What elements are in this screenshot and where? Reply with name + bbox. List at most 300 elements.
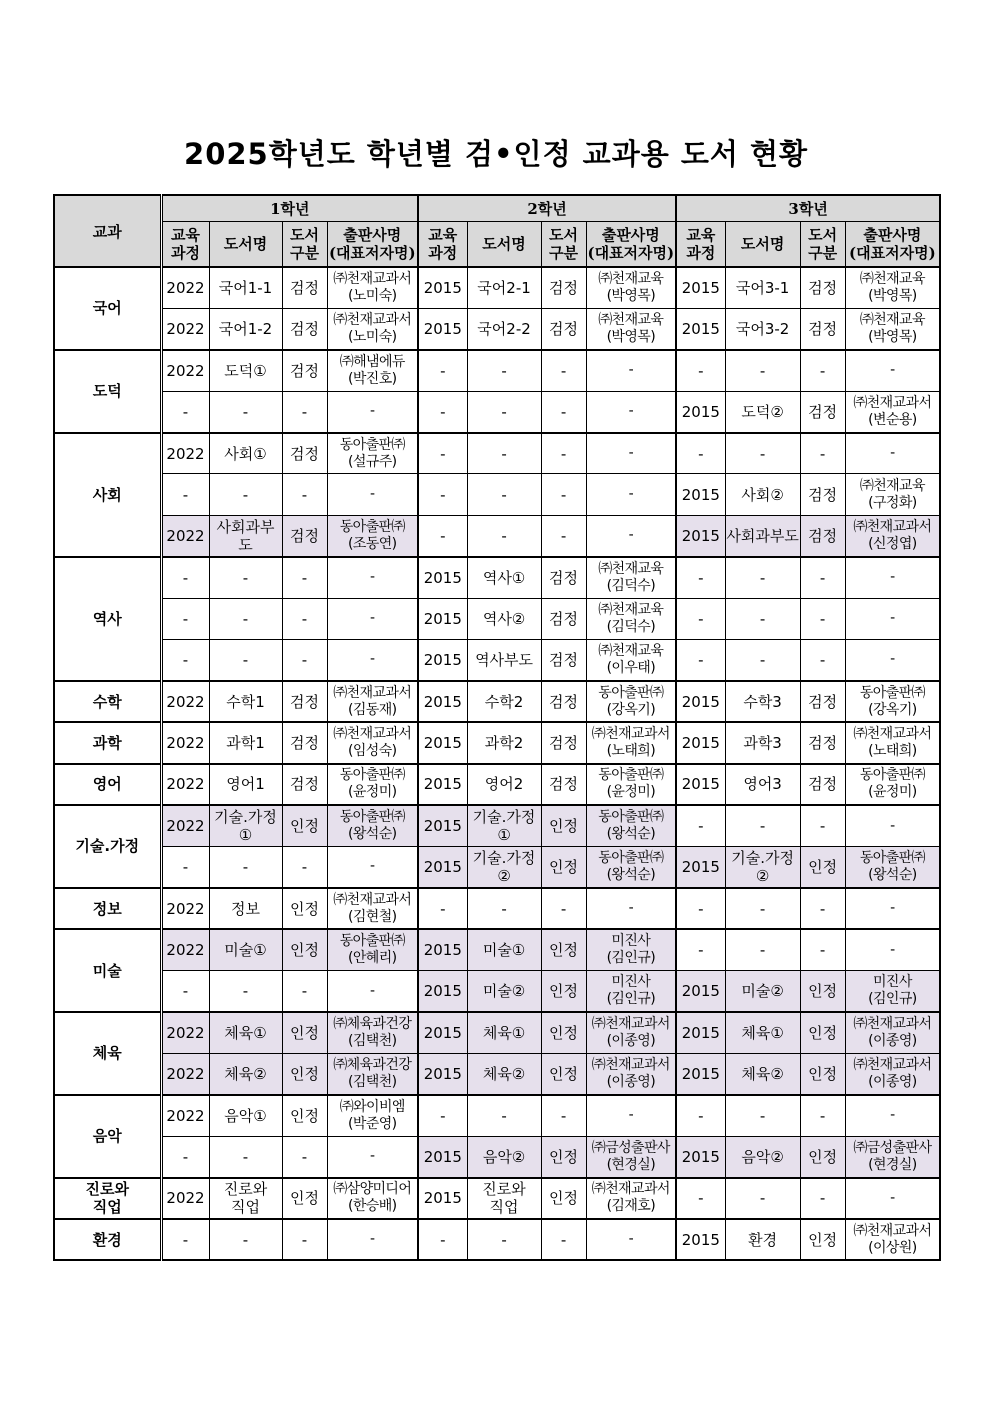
grade-2-book-title-cell: 역사② [467, 598, 541, 639]
grade-2-book-title-cell: - [467, 391, 541, 432]
grade-1-book-type-cell: - [282, 971, 327, 1012]
grade-1-book-type-cell: 검정 [282, 267, 327, 308]
grade-3-book-title-cell: - [725, 1095, 800, 1136]
grade-3-publisher-cell: - [845, 929, 940, 970]
grade-3-publisher-cell: 동아출판㈜ (왕석순) [845, 846, 940, 887]
grade-3-book-type-cell: 검정 [800, 474, 845, 515]
grade-1-curriculum-cell: 2022 [161, 1095, 209, 1136]
grade-1-curriculum-cell: - [161, 1136, 209, 1177]
grade-1-publisher-cell: ㈜천재교과서 (노미숙) [327, 267, 418, 308]
grade-3-book-title-cell: 국어3-2 [725, 308, 800, 349]
grade-2-book-type-cell: 검정 [541, 764, 586, 805]
grade-3-curriculum-cell: 2015 [676, 764, 725, 805]
grade-3-curriculum-cell: - [676, 640, 725, 681]
grade-2-publisher-cell: 미진사 (김인규) [586, 929, 676, 970]
grade-3-curriculum-cell: 2015 [676, 1053, 725, 1094]
grade-2-book-title-cell: - [467, 1219, 541, 1260]
grade-2-publisher-cell: - [586, 474, 676, 515]
subject-cell: 기술.가정 [54, 805, 161, 888]
grade-2-book-type-cell: 검정 [541, 722, 586, 763]
grade-1-publisher-cell: - [327, 598, 418, 639]
table-row [54, 557, 940, 598]
grade-3-curriculum-cell: 2015 [676, 722, 725, 763]
grade-1-book-title-cell: 수학1 [209, 681, 282, 722]
grade-2-curriculum-cell: 2015 [418, 971, 467, 1012]
grade-1-publisher-cell: - [327, 391, 418, 432]
grade-2-curriculum-cell: - [418, 515, 467, 556]
table-row [54, 1012, 940, 1053]
grade-1-book-title-cell: - [209, 391, 282, 432]
grade-2-book-type-cell: - [541, 474, 586, 515]
grade-3-book-type-cell: 인정 [800, 1053, 845, 1094]
subject-cell: 영어 [54, 764, 161, 805]
grade-2-publisher-cell: - [586, 391, 676, 432]
grade-3-book-title-cell: - [725, 1178, 800, 1219]
grade-2-book-title-cell: - [467, 515, 541, 556]
grade-3-publisher-cell: ㈜천재교육 (박영목) [845, 267, 940, 308]
grade-2-book-type-cell: - [541, 515, 586, 556]
grade-3-publisher-cell: - [845, 557, 940, 598]
grade-3-book-type-cell: 검정 [800, 681, 845, 722]
grade-2-title-header: 도서명 [467, 221, 541, 267]
grade-3-book-type-cell: 인정 [800, 1012, 845, 1053]
grade-1-curriculum-cell: - [161, 598, 209, 639]
grade-2-publisher-cell: - [586, 350, 676, 391]
grade-3-book-type-cell: 인정 [800, 846, 845, 887]
grade-1-curriculum-cell: 2022 [161, 805, 209, 846]
grade-3-publisher-cell: 동아출판㈜ (윤정미) [845, 764, 940, 805]
grade-1-publisher-cell: 동아출판㈜ (왕석순) [327, 805, 418, 846]
grade-2-publisher-cell: ㈜천재교과서 (김재호) [586, 1178, 676, 1219]
grade-1-curriculum-cell: 2022 [161, 515, 209, 556]
grade-2-book-type-cell: 인정 [541, 1012, 586, 1053]
grade-1-curriculum-cell: 2022 [161, 764, 209, 805]
grade-1-curriculum-cell: - [161, 1219, 209, 1260]
page-title: 2025학년도 학년별 검•인정 교과용 도서 현황 [184, 137, 808, 171]
grade-1-publisher-cell: ㈜천재교과서 (노미숙) [327, 308, 418, 349]
grade-2-book-title-cell: 음악② [467, 1136, 541, 1177]
grade-2-header: 2학년 [418, 195, 676, 221]
grade-3-book-type-cell: - [800, 888, 845, 929]
grade-3-publisher-cell: - [845, 598, 940, 639]
grade-3-book-type-cell: 검정 [800, 267, 845, 308]
table-row [54, 1095, 940, 1136]
grade-3-book-title-cell: 기술.가정 ② [725, 846, 800, 887]
grade-1-publisher-cell: ㈜천재교과서 (김동재) [327, 681, 418, 722]
grade-3-book-type-cell: - [800, 598, 845, 639]
grade-3-book-type-cell: - [800, 350, 845, 391]
grade-1-book-type-cell: 인정 [282, 1178, 327, 1219]
grade-2-publisher-cell: - [586, 1219, 676, 1260]
grade-3-curriculum-cell: 2015 [676, 391, 725, 432]
grade-2-publisher-cell: ㈜천재교육 (김덕수) [586, 557, 676, 598]
grade-1-curriculum-cell: 2022 [161, 308, 209, 349]
grade-3-book-title-cell: 사회② [725, 474, 800, 515]
grade-3-curriculum-cell: 2015 [676, 846, 725, 887]
grade-3-book-title-cell: 환경 [725, 1219, 800, 1260]
grade-2-book-type-cell: 인정 [541, 846, 586, 887]
grade-2-publisher-cell: 동아출판㈜ (강옥기) [586, 681, 676, 722]
grade-3-publisher-cell: ㈜천재교과서 (이종영) [845, 1053, 940, 1094]
grade-1-book-title-cell: 영어1 [209, 764, 282, 805]
grade-2-book-type-cell: 인정 [541, 1178, 586, 1219]
grade-2-publisher-cell: 동아출판㈜ (왕석순) [586, 846, 676, 887]
grade-2-publisher-cell: 동아출판㈜ (왕석순) [586, 805, 676, 846]
grade-1-book-title-cell: - [209, 640, 282, 681]
grade-3-curriculum-cell: - [676, 888, 725, 929]
grade-1-book-title-cell: 사회과부도 [209, 515, 282, 556]
grade-1-publisher-cell: - [327, 846, 418, 887]
grade-1-publisher-cell: ㈜체육과건강 (김택천) [327, 1012, 418, 1053]
grade-1-book-type-cell: 검정 [282, 681, 327, 722]
grade-2-book-title-cell: 기술.가정 ① [467, 805, 541, 846]
grade-3-book-type-cell: 검정 [800, 391, 845, 432]
grade-2-curriculum-cell: - [418, 350, 467, 391]
grade-3-book-title-cell: - [725, 640, 800, 681]
grade-2-curriculum-cell: - [418, 1095, 467, 1136]
grade-2-book-type-cell: 인정 [541, 805, 586, 846]
subject-cell: 사회 [54, 433, 161, 557]
subject-cell: 도덕 [54, 350, 161, 433]
grade-2-book-type-cell: 인정 [541, 929, 586, 970]
grade-2-book-title-cell: 역사부도 [467, 640, 541, 681]
table-row [54, 267, 940, 308]
grade-1-book-type-cell: 검정 [282, 433, 327, 474]
subject-cell: 과학 [54, 722, 161, 763]
grade-2-curriculum-cell: - [418, 433, 467, 474]
grade-2-publisher-cell: ㈜천재교과서 (이종영) [586, 1053, 676, 1094]
grade-1-book-title-cell: 체육① [209, 1012, 282, 1053]
grade-3-curriculum-cell: - [676, 433, 725, 474]
grade-3-curriculum-cell: 2015 [676, 267, 725, 308]
grade-1-book-type-cell: 인정 [282, 1053, 327, 1094]
grade-1-publisher-cell: 동아출판㈜ (설규주) [327, 433, 418, 474]
grade-3-publisher-cell: 미진사 (김인규) [845, 971, 940, 1012]
grade-2-book-title-cell: - [467, 888, 541, 929]
grade-3-publisher-cell: - [845, 805, 940, 846]
grade-1-book-type-cell: 검정 [282, 764, 327, 805]
grade-2-book-title-cell: - [467, 433, 541, 474]
table-row [54, 764, 940, 805]
grade-1-curriculum-cell: - [161, 640, 209, 681]
grade-3-book-type-cell: 인정 [800, 1219, 845, 1260]
grade-3-book-type-cell: - [800, 805, 845, 846]
grade-1-book-title-cell: - [209, 1136, 282, 1177]
subject-header: 교과 [54, 195, 161, 267]
grade-1-curriculum-cell: - [161, 971, 209, 1012]
grade-3-publisher-cell: ㈜천재교육 (구정화) [845, 474, 940, 515]
subject-cell: 체육 [54, 1012, 161, 1095]
grade-3-publisher-cell: ㈜천재교과서 (변순용) [845, 391, 940, 432]
grade-1-publisher-cell: ㈜와이비엠 (박준영) [327, 1095, 418, 1136]
grade-1-book-type-cell: - [282, 557, 327, 598]
grade-3-book-title-cell: 수학3 [725, 681, 800, 722]
grade-3-curriculum-cell: - [676, 598, 725, 639]
grade-3-book-title-cell: - [725, 598, 800, 639]
grade-3-book-title-cell: 미술② [725, 971, 800, 1012]
grade-1-book-title-cell: 음악① [209, 1095, 282, 1136]
grade-2-book-title-cell: 수학2 [467, 681, 541, 722]
grade-1-book-title-cell: 체육② [209, 1053, 282, 1094]
grade-1-publisher-cell: - [327, 474, 418, 515]
grade-3-book-type-cell: 검정 [800, 308, 845, 349]
grade-2-book-title-cell: - [467, 474, 541, 515]
grade-1-curriculum-cell: 2022 [161, 1053, 209, 1094]
grade-3-header: 3학년 [676, 195, 940, 221]
table-row [54, 929, 940, 970]
grade-2-curriculum-header: 교육 과정 [418, 221, 467, 267]
grade-1-publisher-cell: 동아출판㈜ (조동연) [327, 515, 418, 556]
grade-2-book-type-cell: - [541, 1095, 586, 1136]
grade-1-publisher-cell: ㈜해냄에듀 (박진호) [327, 350, 418, 391]
grade-3-curriculum-cell: 2015 [676, 1136, 725, 1177]
grade-3-book-title-cell: 영어3 [725, 764, 800, 805]
grade-2-publisher-cell: 미진사 (김인규) [586, 971, 676, 1012]
grade-2-curriculum-cell: 2015 [418, 557, 467, 598]
grade-1-title-header: 도서명 [209, 221, 282, 267]
subject-cell: 음악 [54, 1095, 161, 1178]
table-row [54, 350, 940, 391]
grade-2-curriculum-cell: - [418, 1219, 467, 1260]
grade-3-publisher-cell: ㈜천재교과서 (신정엽) [845, 515, 940, 556]
grade-2-book-type-cell: 인정 [541, 971, 586, 1012]
grade-2-curriculum-cell: 2015 [418, 1012, 467, 1053]
grade-2-book-type-cell: 검정 [541, 308, 586, 349]
grade-2-curriculum-cell: 2015 [418, 764, 467, 805]
grade-2-book-type-cell: - [541, 391, 586, 432]
table-row [54, 888, 940, 929]
grade-1-book-type-cell: - [282, 1136, 327, 1177]
grade-2-publisher-cell: - [586, 1095, 676, 1136]
grade-3-book-title-cell: - [725, 350, 800, 391]
grade-2-publisher-cell: ㈜천재교육 (박영목) [586, 308, 676, 349]
grade-1-publisher-cell: ㈜삼양미디어 (한승배) [327, 1178, 418, 1219]
grade-3-curriculum-cell: 2015 [676, 1012, 725, 1053]
table-row [54, 640, 940, 681]
table-row [54, 722, 940, 763]
grade-3-curriculum-cell: - [676, 557, 725, 598]
grade-1-book-title-cell: - [209, 971, 282, 1012]
grade-1-curriculum-cell: - [161, 846, 209, 887]
table-row [54, 1053, 940, 1094]
grade-3-book-type-cell: 인정 [800, 1136, 845, 1177]
grade-1-curriculum-cell: 2022 [161, 722, 209, 763]
grade-3-publisher-cell: 동아출판㈜ (강옥기) [845, 681, 940, 722]
grade-2-publisher-cell: ㈜금성출판사 (현경실) [586, 1136, 676, 1177]
grade-2-book-title-cell: - [467, 350, 541, 391]
grade-3-book-title-cell: - [725, 929, 800, 970]
grade-2-publisher-cell: - [586, 433, 676, 474]
grade-1-book-title-cell: - [209, 1219, 282, 1260]
grade-3-book-title-cell: 도덕② [725, 391, 800, 432]
subject-cell: 역사 [54, 557, 161, 681]
grade-2-curriculum-cell: - [418, 474, 467, 515]
grade-3-curriculum-header: 교육 과정 [676, 221, 725, 267]
grade-1-book-type-cell: - [282, 640, 327, 681]
grade-1-curriculum-cell: 2022 [161, 681, 209, 722]
grade-1-book-title-cell: - [209, 598, 282, 639]
grade-2-book-type-cell: - [541, 888, 586, 929]
grade-3-publisher-cell: ㈜천재교육 (박영목) [845, 308, 940, 349]
grade-3-curriculum-cell: 2015 [676, 308, 725, 349]
grade-1-curriculum-cell: 2022 [161, 929, 209, 970]
grade-3-curriculum-cell: 2015 [676, 1219, 725, 1260]
grade-3-publisher-cell: - [845, 640, 940, 681]
grade-1-type-header: 도서 구분 [282, 221, 327, 267]
grade-2-book-title-cell: 진로와 직업 [467, 1178, 541, 1219]
grade-2-publisher-header: 출판사명 (대표저자명) [586, 221, 676, 267]
grade-1-curriculum-cell: 2022 [161, 267, 209, 308]
grade-2-book-type-cell: 인정 [541, 1136, 586, 1177]
grade-1-curriculum-cell: - [161, 391, 209, 432]
grade-2-book-type-cell: 검정 [541, 267, 586, 308]
table-row [54, 1178, 940, 1219]
grade-3-curriculum-cell: - [676, 1178, 725, 1219]
grade-3-book-type-cell: - [800, 640, 845, 681]
grade-2-curriculum-cell: - [418, 888, 467, 929]
grade-1-book-type-cell: 인정 [282, 805, 327, 846]
grade-1-publisher-cell: ㈜체육과건강 (김택천) [327, 1053, 418, 1094]
grade-1-publisher-cell: 동아출판㈜ (윤정미) [327, 764, 418, 805]
grade-3-book-type-cell: - [800, 557, 845, 598]
grade-2-book-type-cell: 검정 [541, 598, 586, 639]
grade-3-title-header: 도서명 [725, 221, 800, 267]
grade-2-book-title-cell: 역사① [467, 557, 541, 598]
grade-2-publisher-cell: ㈜천재교과서 (노태희) [586, 722, 676, 763]
grade-1-book-type-cell: 인정 [282, 929, 327, 970]
grade-2-curriculum-cell: - [418, 391, 467, 432]
grade-1-curriculum-cell: - [161, 557, 209, 598]
grade-3-curriculum-cell: - [676, 929, 725, 970]
table-row [54, 515, 940, 556]
grade-3-book-title-cell: 사회과부도 [725, 515, 800, 556]
grade-1-book-title-cell: 사회① [209, 433, 282, 474]
grade-1-book-type-cell: 인정 [282, 1012, 327, 1053]
grade-1-curriculum-cell: - [161, 474, 209, 515]
grade-1-book-type-cell: - [282, 391, 327, 432]
grade-2-curriculum-cell: 2015 [418, 267, 467, 308]
table-row [54, 391, 940, 432]
grade-2-curriculum-cell: 2015 [418, 1136, 467, 1177]
grade-3-book-type-cell: - [800, 1178, 845, 1219]
grade-2-curriculum-cell: 2015 [418, 598, 467, 639]
grade-2-book-type-cell: - [541, 1219, 586, 1260]
table-row [54, 805, 940, 846]
grade-3-book-title-cell: - [725, 433, 800, 474]
grade-1-book-type-cell: 인정 [282, 888, 327, 929]
grade-1-book-title-cell: - [209, 846, 282, 887]
grade-2-book-type-cell: - [541, 350, 586, 391]
grade-1-book-type-cell: - [282, 474, 327, 515]
grade-2-book-title-cell: 과학2 [467, 722, 541, 763]
grade-3-publisher-cell: - [845, 350, 940, 391]
grade-3-book-title-cell: 체육① [725, 1012, 800, 1053]
grade-2-curriculum-cell: 2015 [418, 722, 467, 763]
table-row [54, 681, 940, 722]
grade-3-book-type-cell: 검정 [800, 722, 845, 763]
grade-1-book-title-cell: - [209, 474, 282, 515]
grade-1-publisher-cell: - [327, 1219, 418, 1260]
subject-cell: 미술 [54, 929, 161, 1012]
grade-3-publisher-cell: - [845, 888, 940, 929]
grade-2-publisher-cell: ㈜천재교과서 (이종영) [586, 1012, 676, 1053]
grade-2-publisher-cell: ㈜천재교육 (이우태) [586, 640, 676, 681]
grade-2-curriculum-cell: 2015 [418, 846, 467, 887]
grade-1-book-type-cell: - [282, 1219, 327, 1260]
grade-3-book-title-cell: 과학3 [725, 722, 800, 763]
grade-3-curriculum-cell: 2015 [676, 515, 725, 556]
grade-1-publisher-header: 출판사명 (대표저자명) [327, 221, 418, 267]
grade-3-publisher-cell: ㈜금성출판사 (현경실) [845, 1136, 940, 1177]
grade-1-book-type-cell: 검정 [282, 350, 327, 391]
grade-1-publisher-cell: - [327, 640, 418, 681]
grade-3-book-title-cell: 음악② [725, 1136, 800, 1177]
grade-2-curriculum-cell: 2015 [418, 308, 467, 349]
grade-3-book-title-cell: - [725, 805, 800, 846]
grade-3-book-type-cell: - [800, 433, 845, 474]
grade-3-book-title-cell: 국어3-1 [725, 267, 800, 308]
grade-3-book-type-cell: - [800, 929, 845, 970]
grade-2-book-title-cell: 미술② [467, 971, 541, 1012]
grade-2-publisher-cell: - [586, 515, 676, 556]
subject-cell: 진로와 직업 [54, 1178, 161, 1219]
grade-2-curriculum-cell: 2015 [418, 1178, 467, 1219]
grade-3-type-header: 도서 구분 [800, 221, 845, 267]
table-row [54, 598, 940, 639]
table-row [54, 433, 940, 474]
grade-2-book-title-cell: 기술.가정 ② [467, 846, 541, 887]
grade-3-book-title-cell: - [725, 557, 800, 598]
grade-1-book-type-cell: - [282, 598, 327, 639]
grade-1-publisher-cell: 동아출판㈜ (안혜리) [327, 929, 418, 970]
grade-1-book-title-cell: 정보 [209, 888, 282, 929]
grade-1-book-title-cell: 기술.가정 ① [209, 805, 282, 846]
grade-3-book-type-cell: 검정 [800, 764, 845, 805]
grade-2-book-type-cell: 검정 [541, 640, 586, 681]
grade-3-book-type-cell: 인정 [800, 971, 845, 1012]
grade-2-publisher-cell: ㈜천재교육 (김덕수) [586, 598, 676, 639]
grade-1-curriculum-cell: 2022 [161, 433, 209, 474]
grade-2-book-title-cell: 체육② [467, 1053, 541, 1094]
table-row [54, 308, 940, 349]
subject-cell: 정보 [54, 888, 161, 929]
column-header-row [54, 221, 940, 267]
grade-3-curriculum-cell: 2015 [676, 474, 725, 515]
grade-3-curriculum-cell: 2015 [676, 971, 725, 1012]
grade-1-book-title-cell: 도덕① [209, 350, 282, 391]
table-row [54, 1136, 940, 1177]
grade-1-curriculum-cell: 2022 [161, 888, 209, 929]
subject-cell: 국어 [54, 267, 161, 350]
grade-2-book-type-cell: 인정 [541, 1053, 586, 1094]
grade-1-publisher-cell: ㈜천재교과서 (임성숙) [327, 722, 418, 763]
grade-2-book-title-cell: 국어2-1 [467, 267, 541, 308]
grade-3-publisher-cell: ㈜천재교과서 (노태희) [845, 722, 940, 763]
grade-1-curriculum-cell: 2022 [161, 1012, 209, 1053]
grade-2-curriculum-cell: 2015 [418, 640, 467, 681]
grade-2-publisher-cell: ㈜천재교육 (박영목) [586, 267, 676, 308]
grade-1-curriculum-header: 교육 과정 [161, 221, 209, 267]
grade-2-book-type-cell: 검정 [541, 681, 586, 722]
grade-3-publisher-header: 출판사명 (대표저자명) [845, 221, 940, 267]
table-row [54, 474, 940, 515]
grade-3-publisher-cell: - [845, 433, 940, 474]
table-row [54, 1219, 940, 1260]
textbook-table [53, 194, 941, 1261]
grade-2-book-title-cell: 미술① [467, 929, 541, 970]
grade-1-curriculum-cell: 2022 [161, 350, 209, 391]
grade-2-book-title-cell: - [467, 1095, 541, 1136]
